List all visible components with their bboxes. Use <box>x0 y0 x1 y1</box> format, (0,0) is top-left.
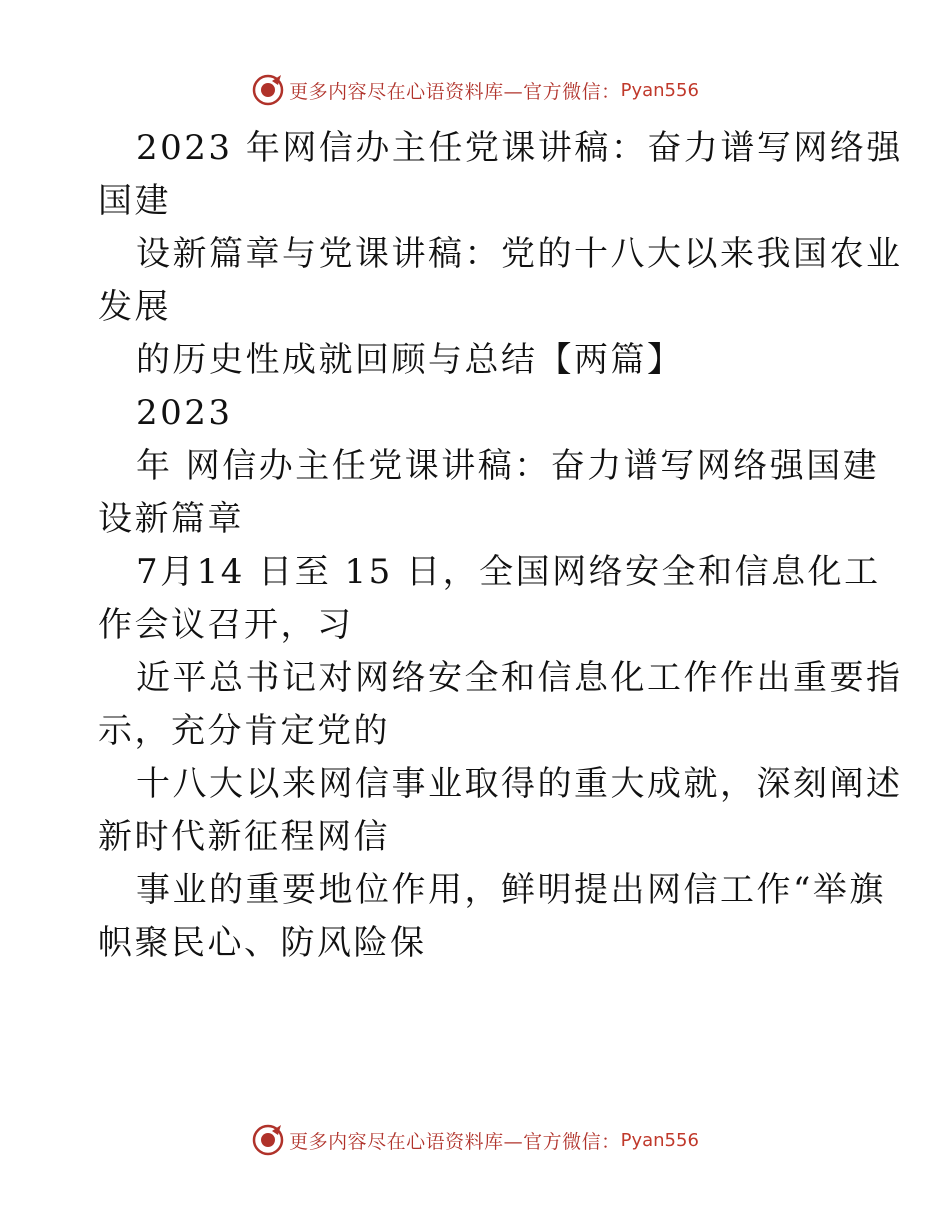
watermark-text: 更多内容尽在心语资料库—官方微信： <box>289 80 621 103</box>
footer-watermark <box>0 1120 950 1160</box>
text-line: 2023 年网信办主任党课讲稿：奋力谱写网络强 <box>136 128 903 168</box>
text-line: 的历史性成就回顾与总结【两篇】 <box>136 340 684 380</box>
text-line: 示，充分肯定党的 <box>98 711 390 751</box>
text-line: 帜聚民心、防风险保 <box>98 923 427 963</box>
text-line: 2023 <box>136 393 233 433</box>
watermark-wechat-id: Pyan556 <box>620 79 699 101</box>
document-body <box>98 122 903 970</box>
brand-logo-icon <box>251 1123 285 1157</box>
brand-logo-icon <box>251 73 285 107</box>
text-line: 事业的重要地位作用，鲜明提出网信工作“举旗 <box>136 870 886 910</box>
text-line: 设新篇章 <box>98 499 244 539</box>
header-watermark <box>0 70 950 110</box>
text-line: 年 网信办主任党课讲稿：奋力谱写网络强国建 <box>136 446 880 486</box>
text-line: 近平总书记对网络安全和信息化工作作出重要指 <box>136 658 903 698</box>
text-line: 国建 <box>98 181 171 221</box>
text-line: 十八大以来网信事业取得的重大成就，深刻阐述 <box>136 764 903 804</box>
text-line: 7月14 日至 15 日，全国网络安全和信息化工 <box>136 552 881 592</box>
watermark-text: 更多内容尽在心语资料库—官方微信： <box>289 1130 621 1153</box>
text-line: 新时代新征程网信 <box>98 817 390 857</box>
watermark-wechat-id: Pyan556 <box>620 1129 699 1151</box>
text-line: 设新篇章与党课讲稿：党的十八大以来我国农业 <box>136 234 903 274</box>
text-line: 发展 <box>98 287 171 327</box>
text-line: 作会议召开，习 <box>98 605 354 645</box>
